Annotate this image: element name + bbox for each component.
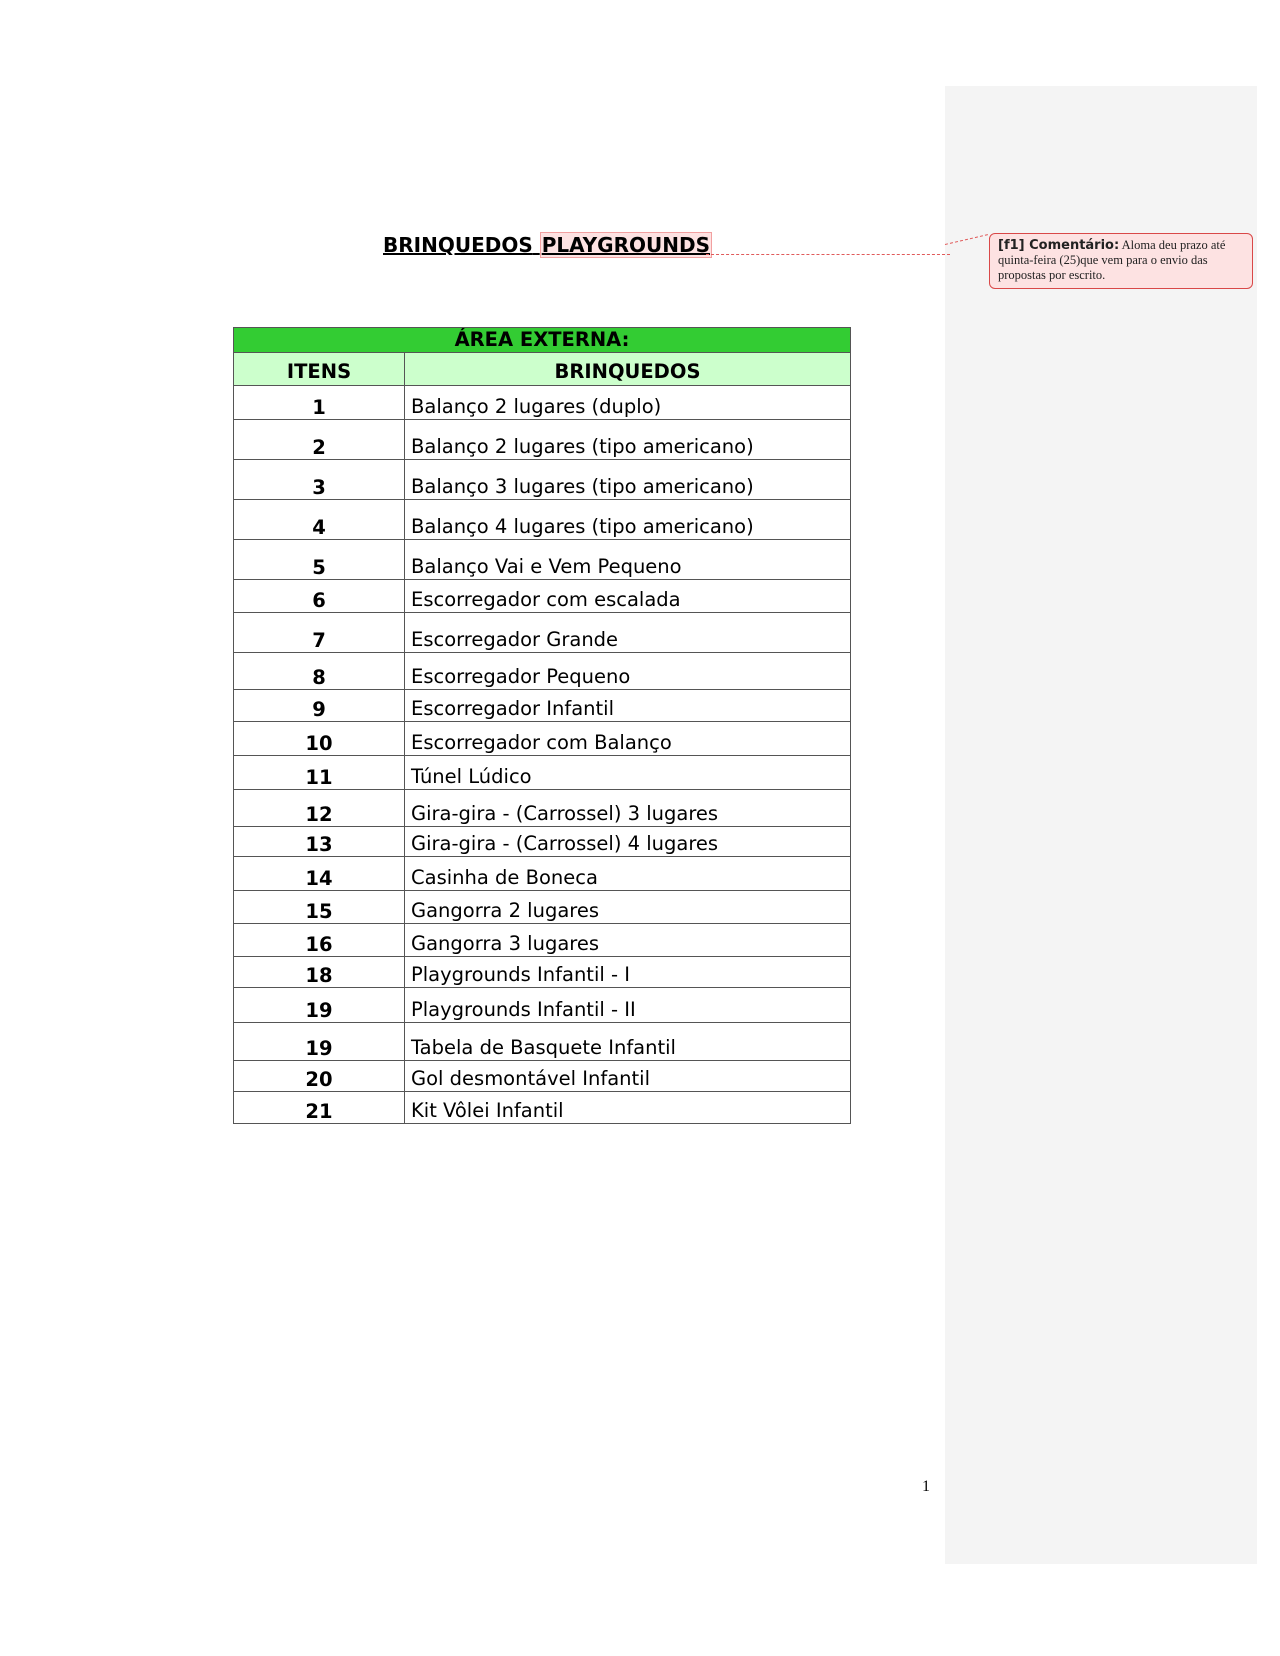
toy-name-cell: Balanço 4 lugares (tipo americano) [405, 500, 851, 540]
toy-name-cell: Balanço 2 lugares (tipo americano) [405, 420, 851, 460]
toy-name-cell: Túnel Lúdico [405, 756, 851, 790]
item-number-cell: 19 [234, 1023, 405, 1061]
toy-name-cell: Balanço 2 lugares (duplo) [405, 386, 851, 420]
item-number-cell: 5 [234, 540, 405, 580]
toy-name-cell: Gira-gira - (Carrossel) 3 lugares [405, 790, 851, 827]
table-row [234, 924, 851, 957]
table-row [234, 857, 851, 891]
table-row [234, 790, 851, 827]
table-row [234, 613, 851, 653]
item-number-cell: 21 [234, 1092, 405, 1124]
table-row [234, 722, 851, 756]
toy-name-cell: Escorregador Grande [405, 613, 851, 653]
comment-text: Aloma deu prazo até quinta-feira (25)que vem para o envio das propostas por escrito. [998, 238, 1226, 282]
item-number-cell: 7 [234, 613, 405, 653]
toy-name-cell: Gol desmontável Infantil [405, 1061, 851, 1092]
item-number-cell: 15 [234, 891, 405, 924]
table-row [234, 420, 851, 460]
table-row [234, 500, 851, 540]
table-row [234, 386, 851, 420]
column-header-brinquedos: BRINQUEDOS [405, 353, 851, 386]
toy-name-cell: Casinha de Boneca [405, 857, 851, 891]
table-row [234, 756, 851, 790]
section-header-cell: ÁREA EXTERNA: [234, 328, 851, 353]
toy-name-cell: Balanço Vai e Vem Pequeno [405, 540, 851, 580]
toy-name-cell: Kit Vôlei Infantil [405, 1092, 851, 1124]
toy-name-cell: Playgrounds Infantil - II [405, 988, 851, 1023]
toy-name-cell: Escorregador Infantil [405, 690, 851, 722]
item-number-cell: 1 [234, 386, 405, 420]
table-row [234, 540, 851, 580]
item-number-cell: 3 [234, 460, 405, 500]
item-number-cell: 10 [234, 722, 405, 756]
page-number: 1 [922, 1478, 930, 1495]
table-body [234, 386, 851, 1124]
item-number-cell: 6 [234, 580, 405, 613]
toy-name-cell: Gangorra 3 lugares [405, 924, 851, 957]
toy-name-cell: Playgrounds Infantil - I [405, 957, 851, 988]
item-number-cell: 16 [234, 924, 405, 957]
table-row [234, 988, 851, 1023]
table-row [234, 653, 851, 690]
table-row [234, 891, 851, 924]
toy-name-cell: Escorregador com Balanço [405, 722, 851, 756]
toy-name-cell: Balanço 3 lugares (tipo americano) [405, 460, 851, 500]
item-number-cell: 12 [234, 790, 405, 827]
toy-name-cell: Gangorra 2 lugares [405, 891, 851, 924]
column-header-itens: ITENS [234, 353, 405, 386]
table-row [234, 1092, 851, 1124]
column-header-row [234, 353, 851, 386]
toy-name-cell: Tabela de Basquete Infantil [405, 1023, 851, 1061]
comment-balloon[interactable] [989, 233, 1253, 289]
table-row [234, 827, 851, 857]
table-row [234, 957, 851, 988]
title-part-brinquedos: BRINQUEDOS [383, 233, 533, 257]
item-number-cell: 4 [234, 500, 405, 540]
comment-tag: [f1] Comentário: [998, 238, 1120, 253]
item-number-cell: 13 [234, 827, 405, 857]
toy-name-cell: Escorregador Pequeno [405, 653, 851, 690]
toy-name-cell: Gira-gira - (Carrossel) 4 lugares [405, 827, 851, 857]
comment-margin-pane [945, 86, 1257, 1564]
item-number-cell: 18 [234, 957, 405, 988]
table-row [234, 1023, 851, 1061]
item-number-cell: 20 [234, 1061, 405, 1092]
item-number-cell: 11 [234, 756, 405, 790]
comment-connector-line [706, 254, 950, 255]
section-header-row [234, 328, 851, 353]
title-part-playgrounds-highlighted[interactable]: PLAYGROUNDS [541, 233, 710, 257]
item-number-cell: 19 [234, 988, 405, 1023]
item-number-cell: 9 [234, 690, 405, 722]
table-row [234, 580, 851, 613]
item-number-cell: 8 [234, 653, 405, 690]
item-number-cell: 2 [234, 420, 405, 460]
toy-name-cell: Escorregador com escalada [405, 580, 851, 613]
table-row [234, 460, 851, 500]
document-title [383, 230, 712, 260]
table-row [234, 1061, 851, 1092]
item-number-cell: 14 [234, 857, 405, 891]
table-row [234, 690, 851, 722]
toys-table [233, 327, 851, 1124]
